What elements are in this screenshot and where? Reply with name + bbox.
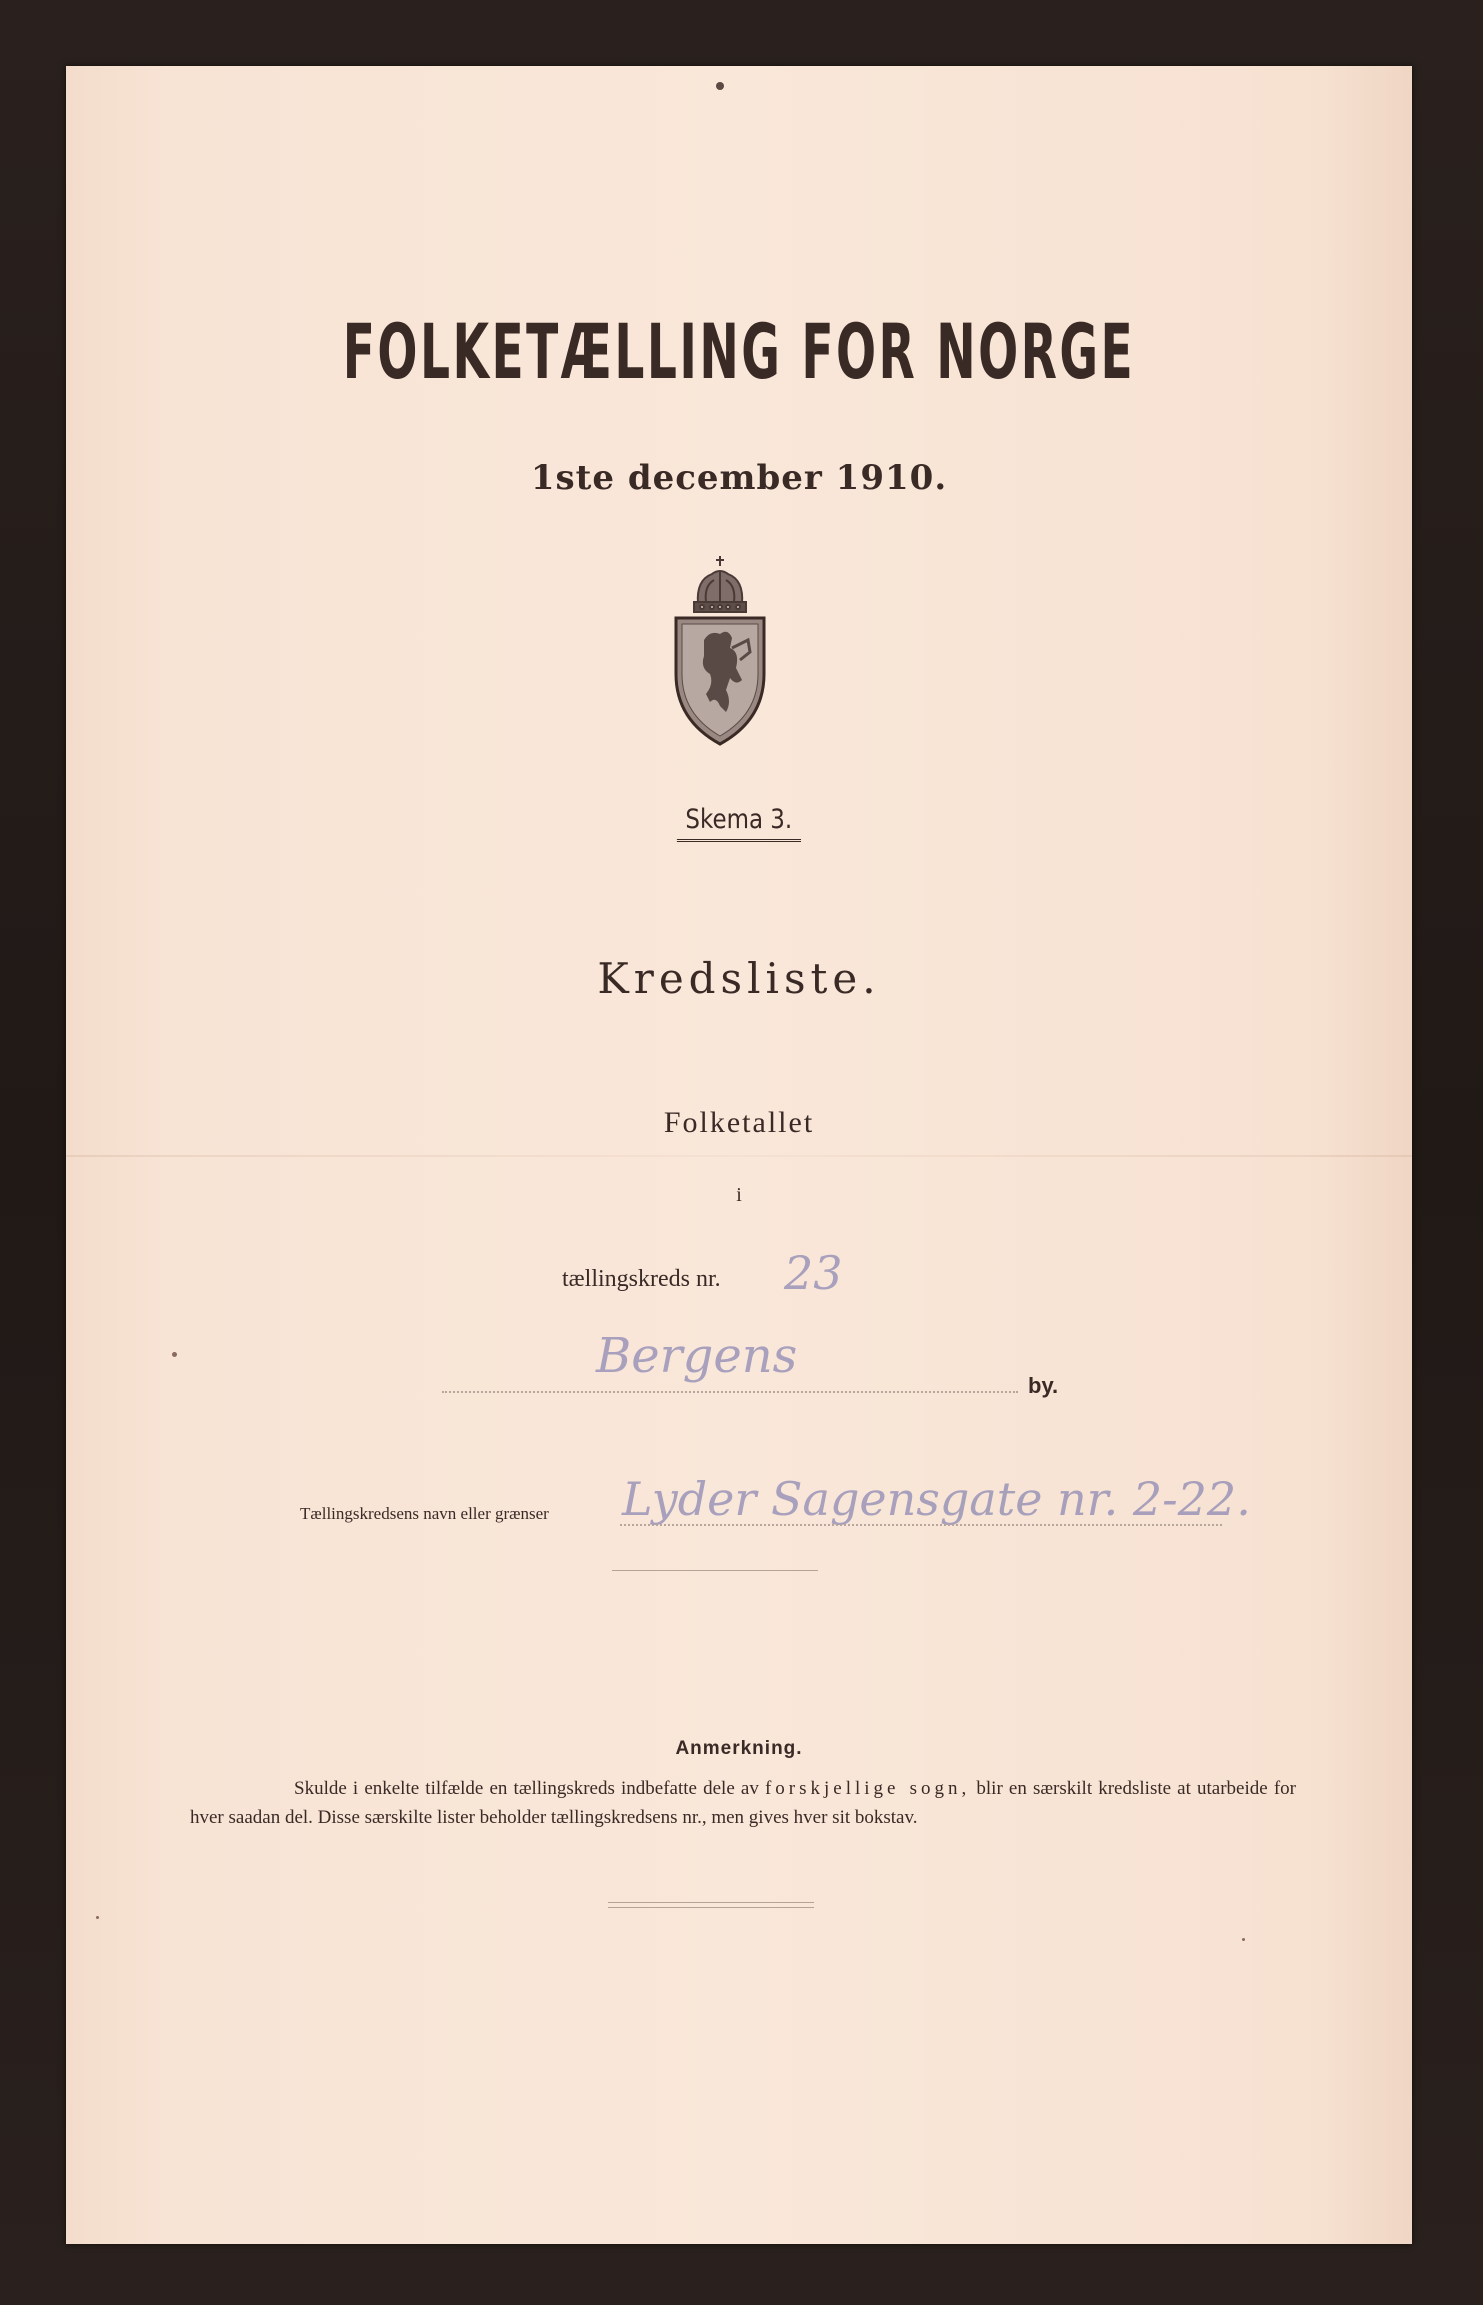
paper-speck (716, 82, 724, 90)
end-double-rule (608, 1902, 814, 1908)
boundaries-value: Lyder Sagensgate nr. 2-22. (622, 1472, 1251, 1526)
schema-number (66, 804, 1412, 842)
remark-text (190, 1774, 1296, 1832)
connector-word: i (736, 1184, 742, 1206)
remark-text-emphasis: forskjellige sogn, (764, 1778, 971, 1799)
boundaries-fill-line (620, 1524, 1222, 1526)
remark-text-part2: blir en særskilt kredsliste at utarbeide for hver saadan del. Disse særskilte lister beholder tællingskredsens nr., men gives hver sit bokstav. (190, 1778, 1296, 1828)
remark-text-part1: Skulde i enkelte tilfælde en tællingskreds indbefatte dele av (294, 1778, 765, 1799)
divider-rule (612, 1570, 818, 1571)
form-heading: Kredsliste. (597, 954, 881, 1003)
schema-label: Skema 3. (677, 804, 801, 842)
city-name-value: Bergens (596, 1328, 798, 1384)
city-suffix: by. (1028, 1373, 1059, 1398)
census-date: 1ste december 1910. (530, 458, 948, 498)
paper-speck (172, 1352, 177, 1357)
boundaries-label: Tællingskredsens navn eller grænser (300, 1504, 549, 1523)
paper-speck (96, 1916, 99, 1919)
district-number-label: tællingskreds nr. (562, 1266, 721, 1292)
remark-title: Anmerkning. (675, 1738, 803, 1759)
district-number-value: 23 (784, 1246, 843, 1300)
census-form-page (66, 66, 1412, 2244)
coat-of-arms-icon (670, 556, 770, 746)
form-title: FOLKETÆLLING FOR NORGE (342, 307, 1136, 396)
paper-speck (1242, 1938, 1245, 1941)
paper-fold (66, 1155, 1412, 1157)
city-fill-line (442, 1391, 1018, 1393)
form-subheading: Folketallet (663, 1106, 815, 1139)
